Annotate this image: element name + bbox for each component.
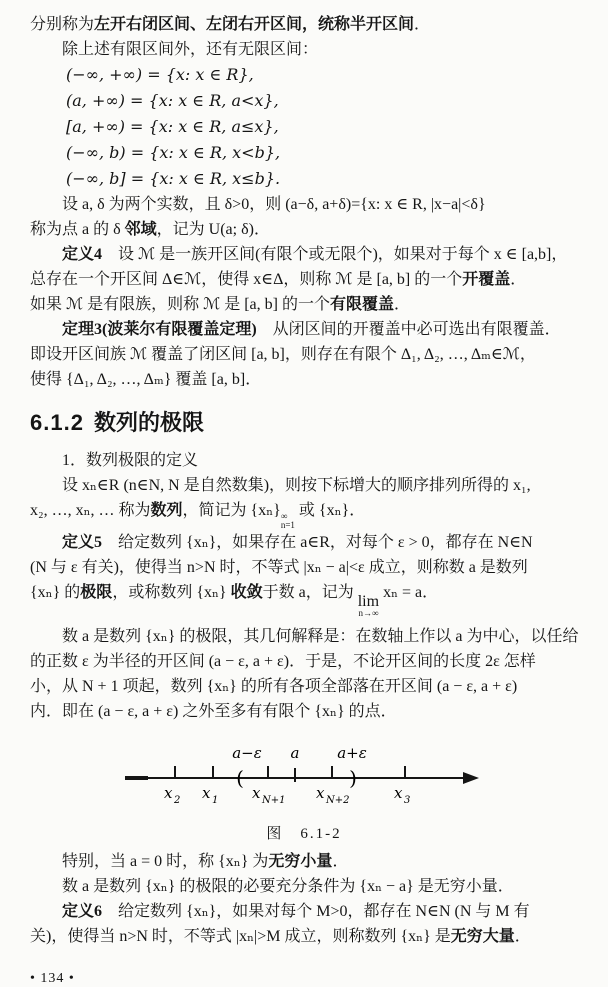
paragraph-neighborhood-line1: 设 a, δ 为两个实数，且 δ>0，则 (a−δ, a+δ)={x: x ∈ R, |x−a|<δ} (62, 196, 486, 213)
bold-term: 无穷小量 (268, 853, 333, 870)
paragraph-halfopen-intervals (30, 12, 590, 37)
paragraph-necessary-sufficient: 数 a 是数列 {xₙ} 的极限的必要充分条件为 {xₙ − a} 是无穷小量． (62, 878, 514, 895)
text-run: 称为点 a 的 δ (30, 221, 125, 238)
text-run: 总存在一个开区间 Δ∈ℳ，使得 x∈Δ，则称 ℳ 是 [a, b] 的一个 (30, 271, 463, 288)
figure-6-1-2 (30, 738, 590, 843)
bold-term: 邻域 (124, 221, 157, 238)
subscript: n=1 (280, 520, 295, 530)
label-a: a (290, 744, 300, 762)
text-run: 关)，使得当 n>N 时，不等式 |xₙ|>M 成立，则称数列 {xₙ} 是 (30, 928, 451, 945)
definition-4-line3 (30, 292, 590, 317)
text-run: {xₙ} 的 (30, 584, 81, 601)
label-a-minus-eps: a−ε (232, 744, 262, 762)
open-paren: ( (236, 766, 244, 790)
point-label-base: x (252, 784, 261, 802)
paragraph-geometric-line3: 小，从 N + 1 项起，数列 {xₙ} 的所有各项全部落在开区间 (a − ε, a + ε) (30, 678, 518, 695)
paragraph-geometric-line1: 数 a 是数列 {xₙ} 的极限，其几何解释是：在数轴上作以 a 为中心，以任给 (62, 628, 579, 645)
formula-line: (−∞, b] = {x: x ∈ R, x≤b}. (66, 169, 281, 188)
paragraph-geometric-line4: 内．即在 (a − ε, a + ε) 之外至多有有限个 {xₙ} 的点． (30, 703, 397, 720)
theorem-3-line1 (30, 317, 590, 342)
bold-term: 无穷大量 (450, 928, 515, 945)
text-run: ，简记为 {xₙ} (182, 502, 281, 519)
text-run: 特别，当 a = 0 时，称 {xₙ} 为 (62, 853, 269, 870)
formula-line: (−∞, +∞) = {x: x ∈ R}, (66, 65, 254, 84)
text-run: ． (414, 16, 431, 33)
definition-4-line1 (30, 242, 590, 267)
label-a-plus-eps: a+ε (337, 744, 367, 762)
formula-line: [a, +∞) = {x: x ∈ R, a≤x}, (66, 117, 279, 136)
bold-term: 收敛 (230, 584, 263, 601)
definition-6-line2 (30, 924, 590, 949)
section-number: 6.1.2 (30, 410, 84, 435)
limit-subscript: n→∞ (358, 608, 379, 618)
text-run: ，或称数列 {xₙ} (112, 584, 231, 601)
point-label-sub: N+1 (262, 795, 286, 806)
point-label-sub: 3 (404, 795, 411, 806)
bold-term: 极限 (80, 584, 113, 601)
text-run: 设 ℳ 是一族开区间(有限个或无限个)，如果对于每个 x ∈ [a,b]， (102, 246, 568, 263)
text-run: x₂, …, xₙ, … 称为 (30, 502, 151, 519)
definition-4-line2 (30, 267, 590, 292)
point-label-base: x (164, 784, 173, 802)
text-run: 从闭区间的开覆盖中必可选出有限覆盖． (256, 321, 561, 338)
point-label-base: x (394, 784, 403, 802)
paragraph-sequence-def-line2 (30, 498, 590, 530)
formula-block (30, 62, 590, 192)
paragraph-infinitesimal (30, 849, 590, 874)
formula-line: (a, +∞) = {x: x ∈ R, a<x}, (66, 91, 279, 110)
section-heading (30, 408, 590, 438)
bold-term: 有限覆盖 (329, 296, 394, 313)
sup-sub-script (281, 512, 295, 530)
point-label-sub: N+2 (326, 795, 350, 806)
definition-5-line2: (N 与 ε 有关)，使得当 n>N 时，不等式 |xₙ − a|<ε 成立，则称数 a 是数列 (30, 559, 528, 576)
point-label-sub: 1 (212, 795, 219, 806)
bold-term: 数列 (150, 502, 183, 519)
text-run: ． (394, 296, 411, 313)
bold-term: 左开右闭区间、左闭右开区间，统称半开区间 (94, 16, 415, 33)
text-run: xₙ = a． (379, 584, 439, 601)
paragraph-neighborhood-line2 (30, 217, 590, 242)
bold-term: 开覆盖 (462, 271, 511, 288)
definition-6-label: 定义6 (62, 903, 103, 920)
theorem-3-line2: 即设开区间族 ℳ 覆盖了闭区间 [a, b]，则存在有限个 Δ₁, Δ₂, …, Δₘ∈ℳ， (30, 346, 536, 363)
limit-operator: lim (357, 593, 380, 610)
definition-5-label: 定义5 (62, 534, 103, 551)
formula-line: (−∞, b) = {x: x ∈ R, x<b}, (66, 143, 281, 162)
text-run: 给定数列 {xₙ}，如果对每个 M>0，都存在 N∈N (N 与 M 有 (102, 903, 530, 920)
point-label-base: x (202, 784, 211, 802)
paragraph-sequence-def-line1: 设 xₙ∈R (n∈N, N 是自然数集)，则按下标增大的顺序排列所得的 x₁, (62, 477, 531, 494)
axis-right-arrow (463, 772, 479, 784)
point-label-sub: 2 (174, 795, 181, 806)
superscript: ∞ (280, 511, 288, 521)
text-run: 于数 a，记为 (262, 584, 358, 601)
section-title: 数列的极限 (93, 410, 204, 435)
definition-5-line3 (30, 580, 590, 618)
paragraph-infinite-intervals-intro: 除上述有限区间外，还有无限区间： (62, 41, 319, 58)
paragraph-geometric-line2: 的正数 ε 为半径的开区间 (a − ε, a + ε)．于是，不论开区间的长度 2ε 怎样 (30, 653, 536, 670)
number-line-diagram (30, 738, 578, 818)
text-run: 如果 ℳ 是有限族，则称 ℳ 是 [a, b] 的一个 (30, 296, 330, 313)
theorem-3-label: 定理3(波莱尔有限覆盖定理) (62, 321, 257, 338)
text-run: 或 {xₙ}． (294, 502, 366, 519)
subsection-heading: 1．数列极限的定义 (62, 452, 199, 469)
point-label-base: x (316, 784, 325, 802)
text-run: ． (510, 271, 527, 288)
page-number: • 134 • (30, 971, 75, 986)
definition-5-line1 (30, 530, 590, 555)
definition-4-label: 定义4 (62, 246, 103, 263)
text-run: ． (332, 853, 349, 870)
close-paren: ) (349, 766, 357, 790)
definition-6-line1 (30, 899, 590, 924)
limit-notation (358, 594, 379, 618)
text-run: ，记为 U(a; δ)． (156, 221, 270, 238)
theorem-3-line3: 使得 {Δ₁, Δ₂, …, Δₘ} 覆盖 [a, b]． (30, 371, 262, 388)
figure-caption: 图 6.1-2 (266, 826, 342, 842)
text-run: 分别称为 (30, 16, 95, 33)
text-run: ． (514, 928, 531, 945)
text-run: 给定数列 {xₙ}，如果存在 a∈R，对每个 ε > 0，都存在 N∈N (102, 534, 533, 551)
